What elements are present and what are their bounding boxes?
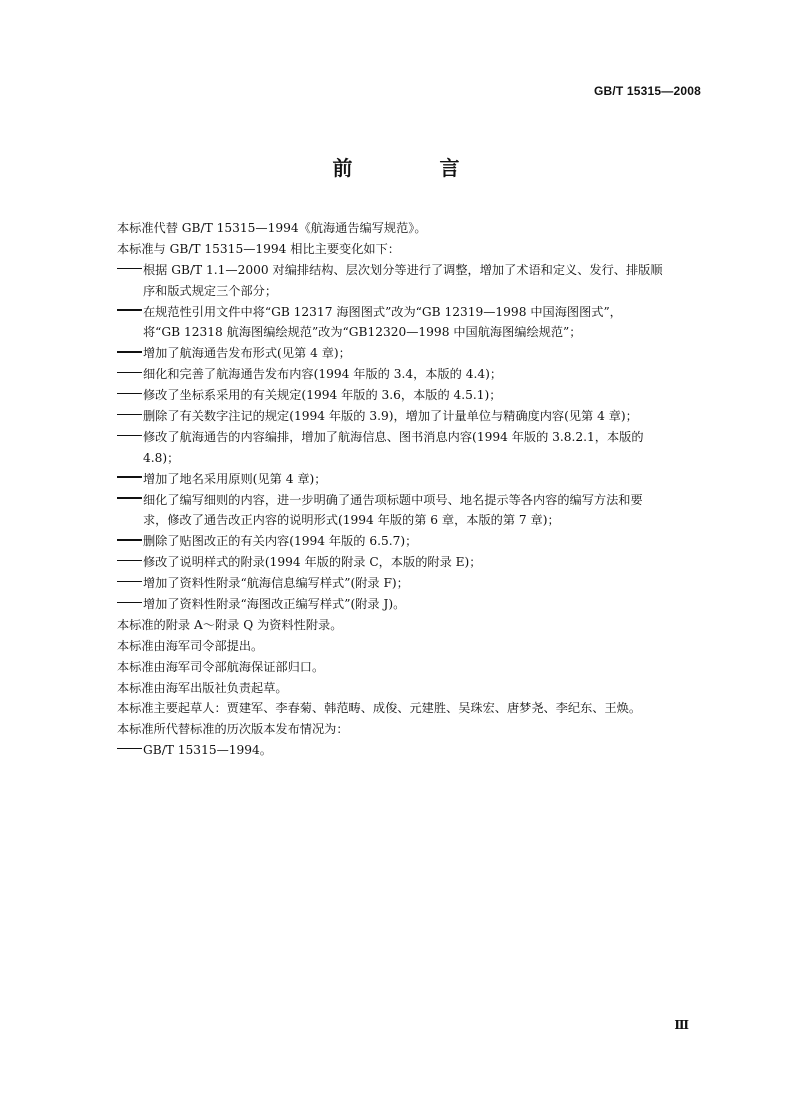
paragraph-line xyxy=(117,657,707,678)
line-text: 根据 GB/T 1.1—2000 对编排结构、层次划分等进行了调整，增加了术语和定义、发行、排版顺 xyxy=(143,262,663,277)
paragraph-line xyxy=(117,698,707,719)
line-text: 本标准所代替标准的历次版本发布情况为： xyxy=(117,722,349,737)
line-text: 求，修改了通告改正内容的说明形式(1994 年版的第 6 章，本版的第 7 章)； xyxy=(143,513,560,528)
list-item-continuation xyxy=(117,281,707,302)
paragraph-line xyxy=(117,218,707,239)
list-item xyxy=(117,490,707,511)
paragraph-line xyxy=(117,615,707,636)
paragraph-line xyxy=(117,239,707,260)
line-text: 将“GB 12318 航海图编绘规范”改为“GB12320—1998 中国航海图编绘规范”； xyxy=(143,325,582,340)
line-text: 本标准代替 GB/T 15315—1994《航海通告编写规范》。 xyxy=(117,221,427,235)
line-text: 本标准由海军司令部提出。 xyxy=(117,638,264,653)
em-dash-marker xyxy=(117,602,143,603)
line-text: 本标准与 GB/T 15315—1994 相比主要变化如下： xyxy=(117,241,400,256)
standard-code: GB/T 15315—2008 xyxy=(593,84,701,98)
em-dash-marker xyxy=(117,372,143,373)
line-text: 本标准由海军司令部航海保证部归口。 xyxy=(117,659,325,674)
em-dash-marker xyxy=(117,476,143,477)
list-item-continuation xyxy=(117,448,707,469)
line-text: 增加了航海通告发布形式(见第 4 章)； xyxy=(143,346,351,361)
list-item xyxy=(117,552,707,573)
em-dash-marker xyxy=(117,581,143,582)
em-dash-marker xyxy=(117,268,143,269)
page-number: Ⅲ xyxy=(674,1018,689,1032)
list-item xyxy=(117,594,707,615)
em-dash-marker xyxy=(117,560,143,561)
line-text: 增加了资料性附录“航海信息编写样式”(附录 F)； xyxy=(143,576,409,591)
list-item xyxy=(117,364,707,385)
list-item xyxy=(117,406,707,427)
em-dash-marker xyxy=(117,309,143,310)
em-dash-marker xyxy=(117,351,143,352)
list-item-continuation xyxy=(117,322,707,343)
em-dash-marker xyxy=(117,539,143,540)
page-title: 前 言 xyxy=(332,156,500,180)
paragraph-line xyxy=(117,678,707,699)
em-dash-marker xyxy=(117,435,143,436)
em-dash-marker xyxy=(117,393,143,394)
line-text: 细化了编写细则的内容，进一步明确了通告项标题中项号、地名提示等各内容的编写方法和要 xyxy=(143,492,643,507)
em-dash-marker xyxy=(117,497,143,498)
line-text: 序和版式规定三个部分； xyxy=(143,283,278,298)
list-item xyxy=(117,302,707,323)
line-text: 在规范性引用文件中将“GB 12317 海图图式”改为“GB 12319—1998 中国海图图式”， xyxy=(143,304,622,319)
paragraph-line xyxy=(117,636,707,657)
list-item xyxy=(117,260,707,281)
list-item xyxy=(117,427,707,448)
list-item xyxy=(117,385,707,406)
list-item xyxy=(117,740,707,761)
line-text: 删除了贴图改正的有关内容(1994 年版的 6.5.7)； xyxy=(143,534,418,549)
document-body xyxy=(117,218,707,761)
line-text: 本标准由海军出版社负责起草。 xyxy=(117,680,288,695)
paragraph-line xyxy=(117,719,707,740)
line-text: 细化和完善了航海通告发布内容(1994 年版的 3.4，本版的 4.4)； xyxy=(143,367,503,382)
line-text: 修改了坐标系采用的有关规定(1994 年版的 3.6，本版的 4.5.1)； xyxy=(143,388,502,403)
em-dash-marker xyxy=(117,414,143,415)
line-text: 4.8)； xyxy=(143,450,180,465)
list-item-continuation xyxy=(117,510,707,531)
list-item xyxy=(117,531,707,552)
line-text: GB/T 15315—1994。 xyxy=(143,743,272,758)
line-text: 本标准的附录 A～附录 Q 为资料性附录。 xyxy=(117,617,343,632)
list-item xyxy=(117,343,707,364)
line-text: 增加了资料性附录“海图改正编写样式”(附录 J)。 xyxy=(143,597,406,612)
line-text: 增加了地名采用原则(见第 4 章)； xyxy=(143,471,327,486)
list-item xyxy=(117,573,707,594)
em-dash-marker xyxy=(117,748,143,749)
line-text: 修改了说明样式的附录(1994 年版的附录 C，本版的附录 E)； xyxy=(143,555,482,570)
line-text: 本标准主要起草人：贾建军、李春菊、韩范畴、成俊、元建胜、吴珠宏、唐梦尧、李纪东、王焕。 xyxy=(117,701,642,716)
line-text: 删除了有关数字注记的规定(1994 年版的 3.9)，增加了计量单位与精确度内容(见第 4 章)； xyxy=(143,409,638,424)
list-item xyxy=(117,469,707,490)
line-text: 修改了航海通告的内容编排，增加了航海信息、图书消息内容(1994 年版的 3.8.2.1，本版的 xyxy=(143,429,644,444)
